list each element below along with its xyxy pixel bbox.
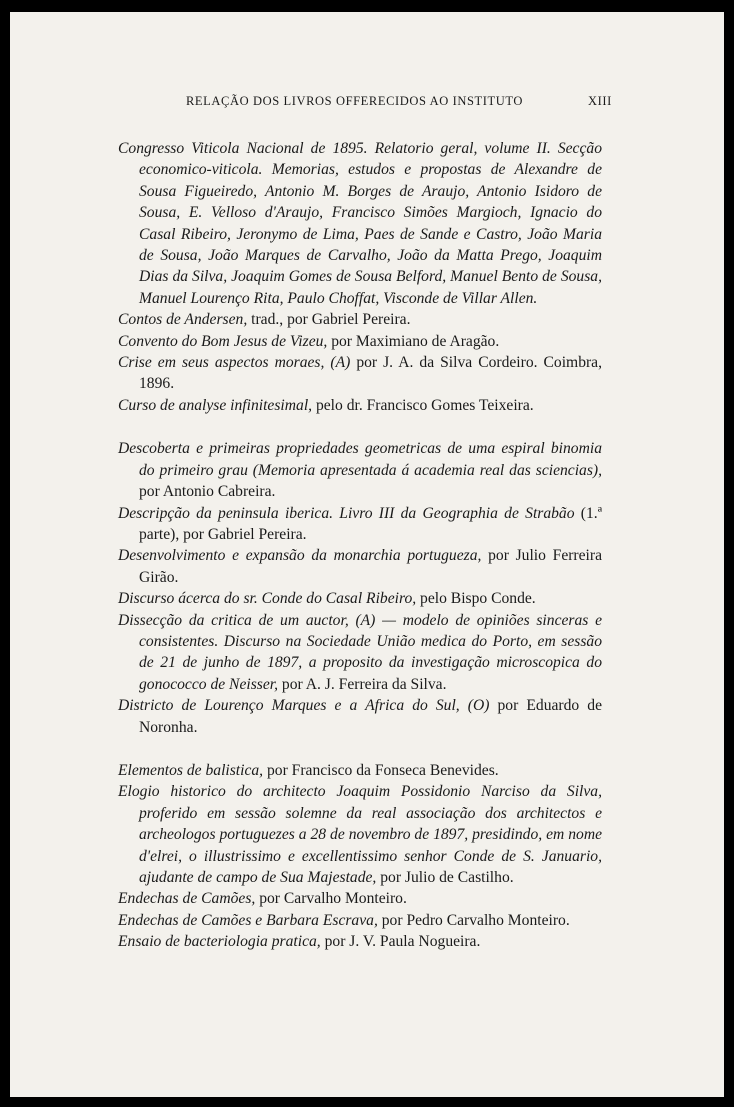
catalogue-entry bbox=[118, 395, 602, 416]
entry-title: Contos de Andersen, bbox=[118, 311, 248, 329]
catalogue-entry bbox=[118, 138, 602, 309]
entry-author: trad., por Gabriel Pereira. bbox=[247, 311, 411, 329]
entry-author: por Carvalho Monteiro. bbox=[255, 890, 407, 908]
catalogue-entry bbox=[118, 610, 602, 696]
section-e bbox=[118, 760, 602, 953]
book-page bbox=[10, 12, 724, 1097]
entry-author: por A. J. Ferreira da Silva. bbox=[278, 675, 447, 693]
entry-author: por Francisco da Fonseca Benevides. bbox=[263, 761, 499, 779]
entry-author: por Julio Ferreira Girão. bbox=[139, 547, 602, 586]
entry-title: Endechas de Camões e Barbara Escrava, bbox=[118, 911, 378, 929]
catalogue-entry bbox=[118, 331, 602, 352]
running-title: RELAÇÃO DOS LIVROS OFFERECIDOS AO INSTITUTO bbox=[186, 94, 524, 108]
catalogue-entry bbox=[118, 760, 602, 781]
entry-author: por Julio de Castilho. bbox=[376, 869, 514, 886]
catalogue-entry bbox=[118, 588, 602, 609]
entry-title: Ensaio de bacteriologia pratica, bbox=[118, 933, 321, 951]
entry-title: Congresso Viticola Nacional de 1895. Relatorio geral, volume II. Secção economico-viticola. Memorias, estudos e propostas de Alexandre de Sousa Figueiredo, Antonio M. Borges de Araujo, Antonio Isidoro de Sousa, E. Velloso d'Araujo, Francisco Simões Margioch, Ignacio do Casal Ribeiro, Jeronymo de Lima, Paes de Sande e Castro, João Maria de Sousa, João Marques de Carvalho, João da Matta Prego, Joaquim Dias da Silva, Joaquim Gomes de Sousa Belford, Manuel Bento de Sousa, Manuel Lourenço Rita, Paulo Choffat, Visconde de Villar Allen. bbox=[118, 140, 602, 307]
entry-title: Dissecção da critica de um auctor, (A) — modelo de opiniões sinceras e consistentes. Discurso na Sociedade União medica do Porto, em sessão de 21 de junho de 1897, a proposito da investigação microscopica do gonococco de Neisser, bbox=[118, 611, 602, 693]
entry-title: Curso de analyse infinitesimal, bbox=[118, 396, 313, 414]
entry-author: (1.ª parte), por Gabriel Pereira. bbox=[139, 504, 602, 543]
entry-title: Elogio historico do architecto Joaquim Possidonio Narciso da Silva, proferido em sessão solemne da real associação dos architectos e archeologos portuguezes a 28 de novembro de 1897, presidindo, em nome d'elrei, o illustrissimo e excellentissimo senhor Conde de S. Januario, ajudante de campo de Sua Majestade, bbox=[118, 783, 602, 886]
entry-title: Districto de Lourenço Marques e a Africa do Sul, (O) bbox=[118, 697, 490, 715]
catalogue-entry bbox=[118, 695, 602, 738]
catalogue-entry bbox=[118, 545, 602, 588]
catalogue-entry bbox=[118, 309, 602, 330]
entry-author: por J. V. Paula Nogueira. bbox=[320, 933, 481, 951]
catalogue-entry bbox=[118, 352, 602, 395]
section-c bbox=[118, 138, 602, 416]
catalogue-list bbox=[118, 138, 602, 953]
entry-author: pelo dr. Francisco Gomes Teixeira. bbox=[312, 396, 534, 414]
entry-author: por J. A. da Silva Cordeiro. Coimbra, 1896. bbox=[139, 354, 603, 393]
catalogue-entry bbox=[118, 910, 602, 931]
entry-author: pelo Bispo Conde. bbox=[416, 590, 536, 608]
entry-title: Descripção da peninsula iberica. Livro III da Geographia de Strabão bbox=[118, 504, 575, 522]
entry-title: Convento do Bom Jesus de Vizeu, bbox=[118, 332, 328, 350]
page-number: XIII bbox=[588, 94, 612, 108]
catalogue-entry bbox=[118, 438, 602, 502]
entry-author: por Antonio Cabreira. bbox=[139, 483, 276, 501]
catalogue-entry bbox=[118, 888, 602, 909]
entry-title: Desenvolvimento e expansão da monarchia portugueza, bbox=[118, 547, 482, 565]
entry-title: Descoberta e primeiras propriedades geometricas de uma espiral binomia do primeiro grau (Memoria apresentada á academia real das sciencias), bbox=[118, 440, 602, 479]
entry-title: Discurso ácerca do sr. Conde do Casal Ribeiro, bbox=[118, 590, 417, 608]
catalogue-entry bbox=[118, 503, 602, 546]
entry-title: Elementos de balistica, bbox=[118, 761, 264, 779]
section-gap bbox=[118, 738, 602, 760]
catalogue-entry bbox=[118, 781, 602, 888]
entry-author: por Pedro Carvalho Monteiro. bbox=[377, 911, 570, 929]
section-d bbox=[118, 438, 602, 738]
entry-title: Endechas de Camões, bbox=[118, 890, 256, 908]
entry-author: por Maximiano de Aragão. bbox=[327, 332, 500, 350]
entry-title: Crise em seus aspectos moraes, (A) bbox=[118, 354, 351, 372]
running-header bbox=[10, 94, 724, 114]
entry-author: por Eduardo de Noronha. bbox=[139, 697, 602, 736]
catalogue-entry bbox=[118, 931, 602, 952]
section-gap bbox=[118, 416, 602, 438]
